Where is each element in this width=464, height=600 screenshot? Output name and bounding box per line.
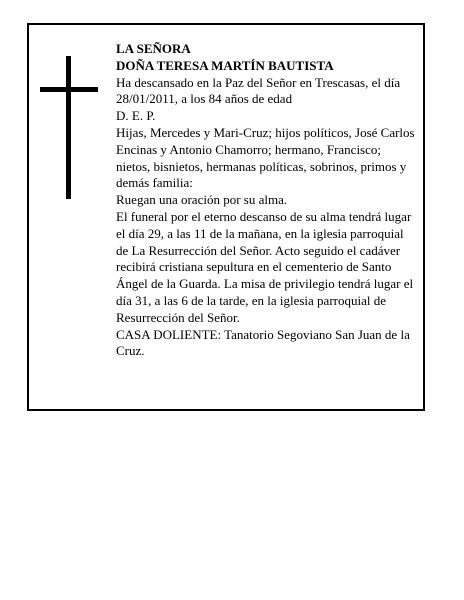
funeral-details: El funeral por el eterno descanso de su alma tendrá lugar el día 29, a las 11 de la mañana, en la iglesia parroquial de La Resurrección del Señor. Acto seguido el cadáver recibirá cristiana sepultura en el cementerio de Santo Ángel de la Guarda. La misa de privilegio tendrá lugar el día 31, a las 6 de la tarde, en la iglesia parroquial de Resurrección del Señor. bbox=[116, 208, 414, 325]
death-info: Ha descansado en la Paz del Señor en Trescasas, el día 28/01/2011, a los 84 años de edad bbox=[116, 74, 401, 107]
mourning-house: CASA DOLIENTE: Tanatorio Segoviano San Juan de la Cruz. bbox=[116, 326, 410, 359]
cross-vertical-bar bbox=[66, 56, 71, 199]
notice-body bbox=[116, 41, 418, 360]
obituary-notice bbox=[27, 23, 425, 411]
prayer-request: Ruegan una oración por su alma. bbox=[116, 192, 288, 208]
deceased-name: DOÑA TERESA MARTÍN BAUTISTA bbox=[116, 57, 334, 73]
cross-icon bbox=[40, 56, 98, 199]
family-list: Hijas, Mercedes y Mari-Cruz; hijos políticos, José Carlos Encinas y Antonio Chamorro; hermano, Francisco; nietos, bisnietos, hermanas políticas, sobrinos, primos y demás familia: bbox=[116, 124, 415, 191]
dep-line: D. E. P. bbox=[116, 108, 156, 124]
notice-title: LA SEÑORA bbox=[116, 41, 191, 56]
cross-horizontal-bar bbox=[40, 87, 98, 92]
